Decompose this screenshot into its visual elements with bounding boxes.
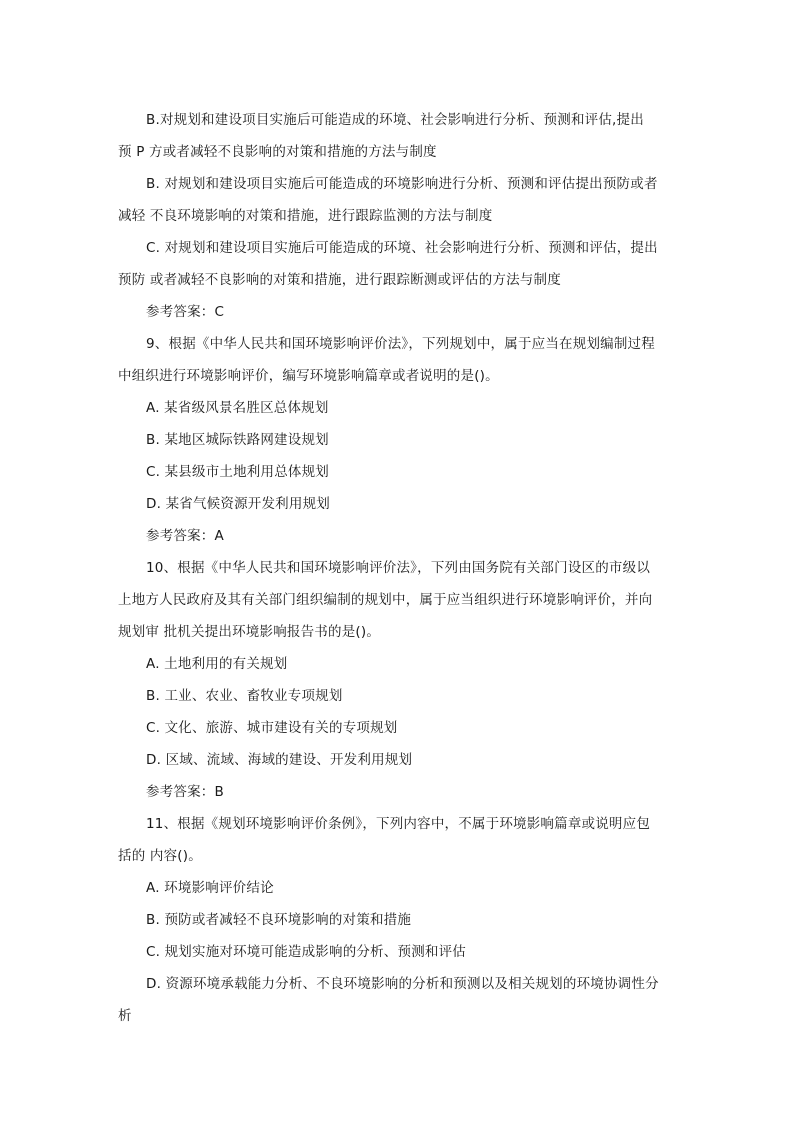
q10-option-b: B. 工业、农业、畜牧业专项规划 [146,688,343,704]
q11-option-b: B. 预防或者减轻不良环境影响的对策和措施 [146,912,412,928]
q10-option-a: A. 土地利用的有关规划 [146,656,288,672]
question-10-line-2: 上地方人民政府及其有关部门组织编制的规划中，属于应当组织进行环境影响评价，并向 [118,592,653,608]
option-b-line-2: 预 P 方或者减轻不良影响的对策和措施的方法与制度 [118,144,437,160]
q9-option-b: B. 某地区城际铁路网建设规划 [146,432,329,448]
q11-option-d-line-2: 析 [118,1008,132,1024]
answer-10: 参考答案：B [146,784,224,800]
question-10-line-3: 规划审 批机关提出环境影响报告书的是()。 [118,624,381,640]
option-c-line-1: C. 对规划和建设项目实施后可能造成的环境、社会影响进行分析、预测和评估，提出 [146,240,658,256]
q11-option-c: C. 规划实施对环境可能造成影响的分析、预测和评估 [146,944,467,960]
option-b2-line-1: B. 对规划和建设项目实施后可能造成的环境影响进行分析、预测和评估提出预防或者 [146,176,658,192]
q10-option-c: C. 文化、旅游、城市建设有关的专项规划 [146,720,398,736]
q9-option-a: A. 某省级风景名胜区总体规划 [146,400,329,416]
answer-8: 参考答案：C [146,304,225,320]
question-9-line-1: 9、根据《中华人民共和国环境影响评价法》，下列规划中，属于应当在规划编制过程 [146,336,655,352]
question-11-line-1: 11、根据《规划环境影响评价条例》，下列内容中，不属于环境影响篇章或说明应包 [146,816,651,832]
option-b-line-1: B.对规划和建设项目实施后可能造成的环境、社会影响进行分析、预测和评估,提出 [146,112,644,128]
question-9-line-2: 中组织进行环境影响评价，编写环境影响篇章或者说明的是()。 [118,368,499,384]
q9-option-d: D. 某省气候资源开发利用规划 [146,496,330,512]
question-11-line-2: 括的 内容()。 [118,848,202,864]
q10-option-d: D. 区域、流域、海域的建设、开发利用规划 [146,752,413,768]
q11-option-d-line-1: D. 资源环境承载能力分析、不良环境影响的分析和预测以及相关规划的环境协调性分 [146,976,659,992]
q11-option-a: A. 环境影响评价结论 [146,880,274,896]
option-b2-line-2: 减轻 不良环境影响的对策和措施，进行跟踪监测的方法与制度 [118,208,493,224]
option-c-line-2: 预防 或者减轻不良影响的对策和措施，进行跟踪断测或评估的方法与制度 [118,272,561,288]
q9-option-c: C. 某县级市土地利用总体规划 [146,464,330,480]
answer-9: 参考答案：A [146,528,224,544]
question-10-line-1: 10、根据《中华人民共和国环境影响评价法》，下列由国务院有关部门设区的市级以 [146,560,651,576]
